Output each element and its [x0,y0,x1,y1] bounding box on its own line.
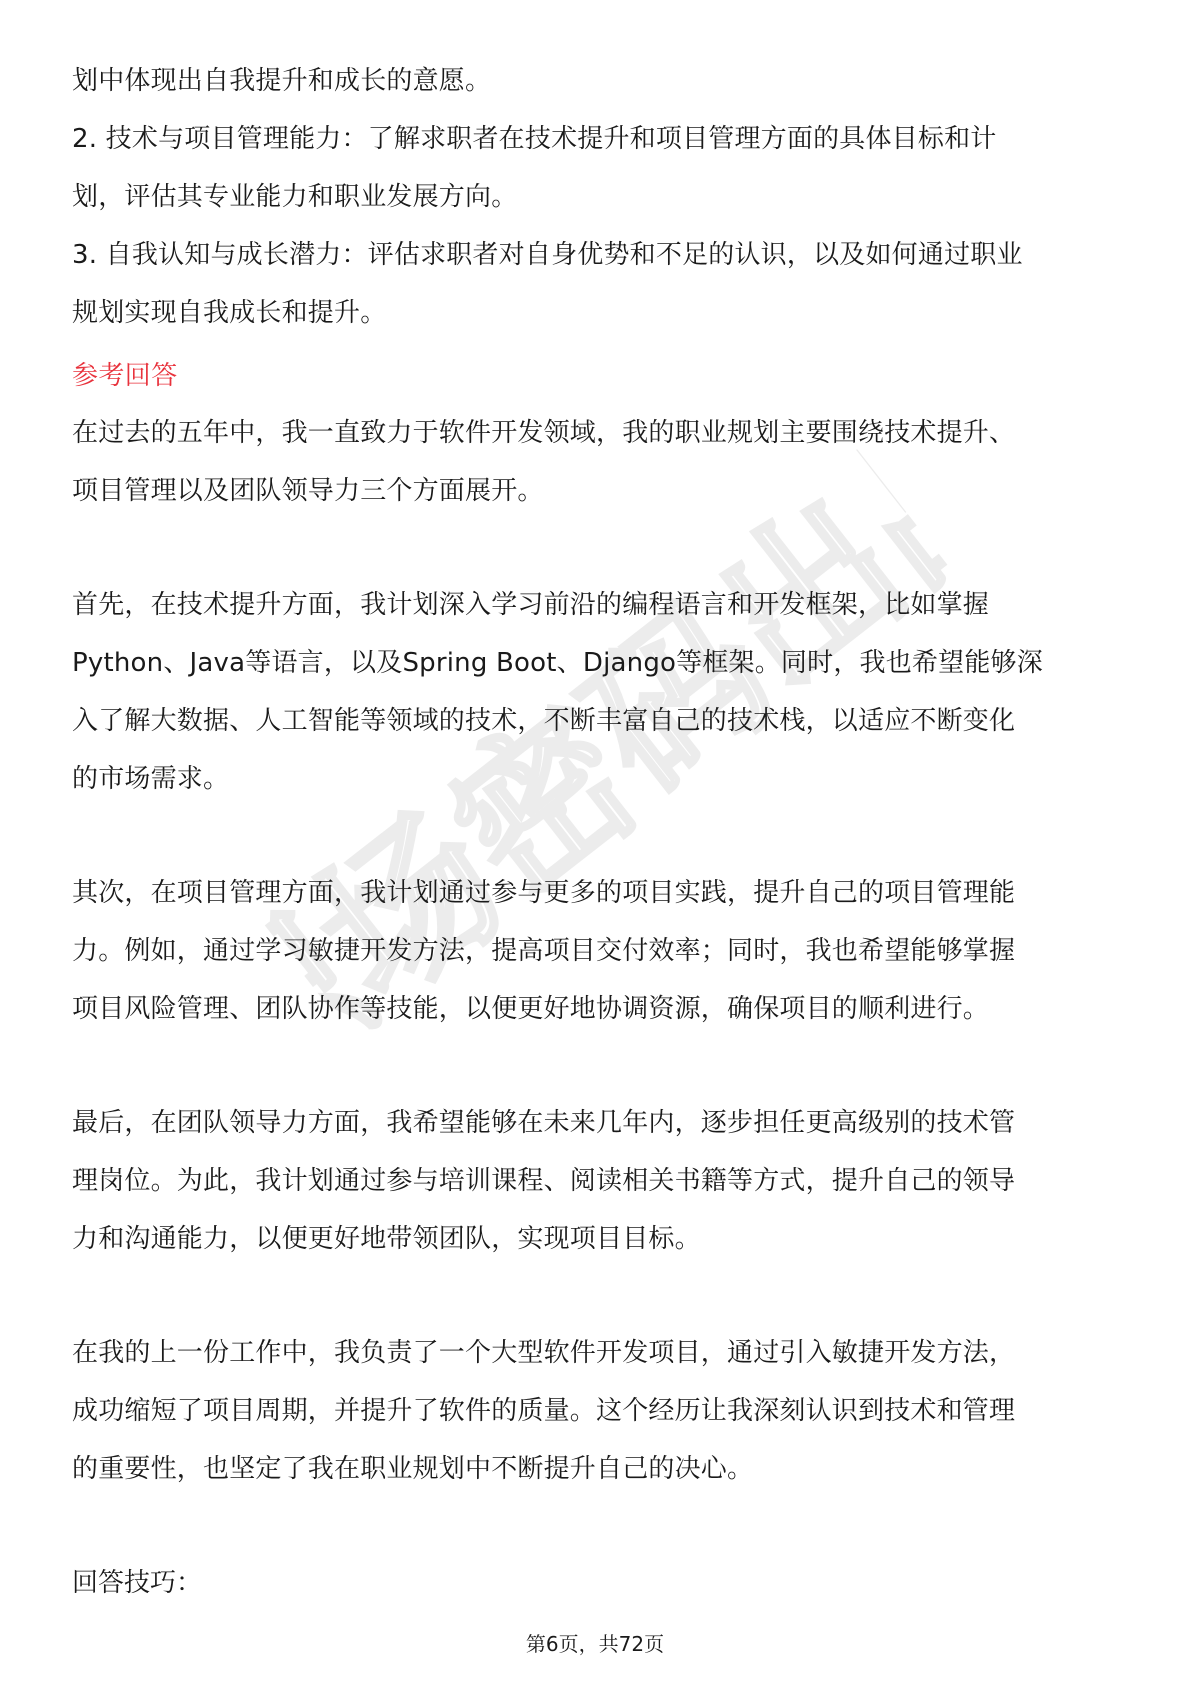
page-footer: 第6页，共72页 [525,1632,665,1656]
intro-block [72,52,1118,342]
answer-paragraph [72,1094,1118,1268]
paragraph-line: 力。例如，通过学习敏捷开发方法，提高项目交付效率；同时，我也希望能够掌握 [72,936,1016,966]
paragraph-line: 其次，在项目管理方面，我计划通过参与更多的项目实践，提升自己的项目管理能 [72,878,1016,908]
answer-paragraph [72,864,1118,1038]
intro-line: 2. 技术与项目管理能力：了解求职者在技术提升和项目管理方面的具体目标和计 [72,124,997,154]
paragraph-line: Python、Java等语言，以及Spring Boot、Django等框架。同时，我也希望能够深 [72,648,1043,678]
paragraph-line: 项目风险管理、团队协作等技能，以便更好地协调资源，确保项目的顺利进行。 [72,994,990,1024]
paragraph-line: 的重要性，也坚定了我在职业规划中不断提升自己的决心。 [72,1454,754,1484]
paragraph-line: 理岗位。为此，我计划通过参与培训课程、阅读相关书籍等方式，提升自己的领导 [72,1166,1016,1196]
intro-line: 划中体现出自我提升和成长的意愿。 [72,66,492,96]
tips-title: 回答技巧： [72,1568,203,1598]
answer-paragraph [72,404,1118,520]
intro-line: 规划实现自我成长和提升。 [72,298,387,328]
section-title-reference-answer: 参考回答 [72,361,178,391]
paragraph-line: 力和沟通能力，以便更好地带领团队，实现项目目标。 [72,1224,701,1254]
paragraph-gap [72,808,1118,864]
answer-paragraph [72,1324,1118,1498]
answer-paragraphs [72,404,1118,1554]
paragraph-gap [72,1498,1118,1554]
paragraph-line: 最后，在团队领导力方面，我希望能够在未来几年内，逐步担任更高级别的技术管 [72,1108,1016,1138]
document-body [72,52,1118,1612]
paragraph-gap [72,1268,1118,1324]
paragraph-line: 在过去的五年中，我一直致力于软件开发领域，我的职业规划主要围绕技术提升、 [72,418,1016,448]
paragraph-gap [72,520,1118,576]
paragraph-line: 在我的上一份工作中，我负责了一个大型软件开发项目，通过引入敏捷开发方法， [72,1338,1016,1368]
paragraph-line: 首先，在技术提升方面，我计划深入学习前沿的编程语言和开发框架，比如掌握 [72,590,990,620]
paragraph-line: 入了解大数据、人工智能等领域的技术，不断丰富自己的技术栈，以适应不断变化 [72,706,1016,736]
paragraph-line: 的市场需求。 [72,764,230,794]
paragraph-gap [72,1038,1118,1094]
intro-line: 划，评估其专业能力和职业发展方向。 [72,182,518,212]
watermark-text: 职场密码出品 [230,413,990,1087]
intro-line: 3. 自我认知与成长潜力：评估求职者对自身优势和不足的认识，以及如何通过职业 [72,240,1023,270]
paragraph-line: 成功缩短了项目周期，并提升了软件的质量。这个经历让我深刻认识到技术和管理 [72,1396,1016,1426]
answer-paragraph [72,576,1118,808]
paragraph-line: 项目管理以及团队领导力三个方面展开。 [72,476,544,506]
